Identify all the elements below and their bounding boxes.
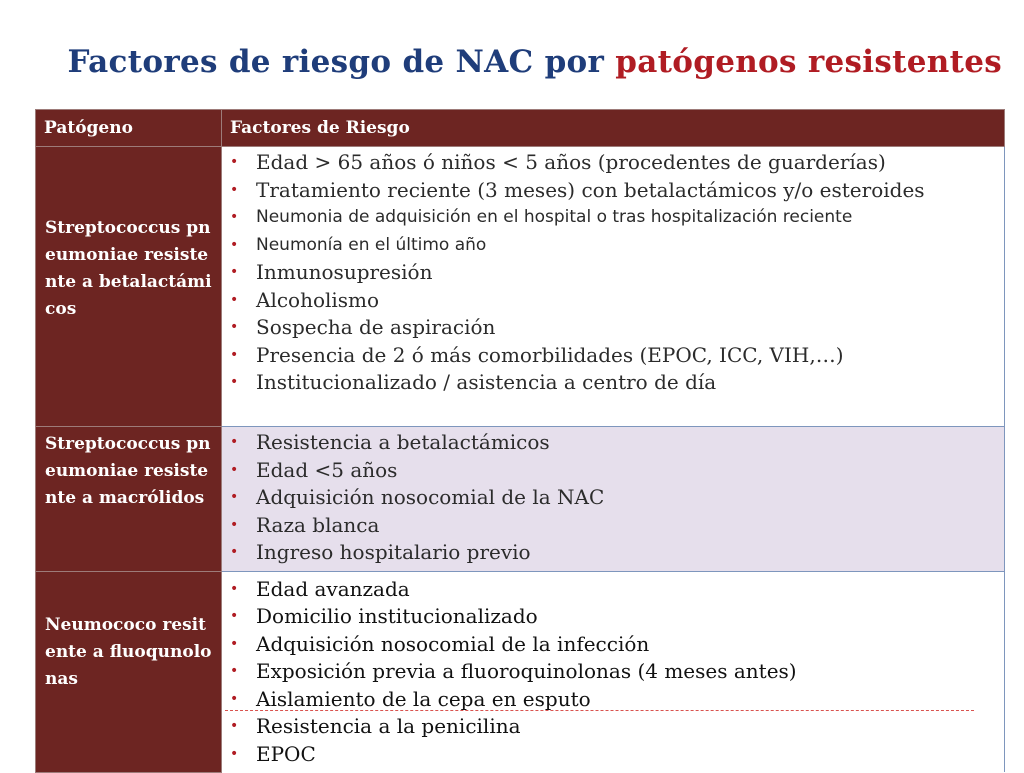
pathogen-name: Neumococo resitente a fluoqunolonas xyxy=(45,614,212,689)
list-item: • Ingreso hospitalario previo xyxy=(228,539,1004,567)
factors-cell xyxy=(222,571,1005,772)
table-row xyxy=(36,427,1005,572)
bullet-icon: • xyxy=(230,718,239,734)
table-row xyxy=(36,147,1005,427)
list-item: • Domicilio institucionalizado xyxy=(228,603,1004,631)
dashed-divider xyxy=(225,710,974,711)
list-item: • Inmunosupresión xyxy=(228,259,1004,287)
list-item: • Edad <5 años xyxy=(228,457,1004,485)
bullet-icon: • xyxy=(230,516,239,533)
pathogen-cell xyxy=(36,147,222,427)
bullet-icon: • xyxy=(230,580,239,597)
bullet-icon: • xyxy=(230,663,239,679)
header-pathogen: Patógeno xyxy=(36,110,222,147)
bullet-icon: • xyxy=(230,154,239,170)
pathogen-cell xyxy=(36,571,222,772)
bullet-icon: • xyxy=(230,236,239,253)
list-item: • Edad > 65 años ó niños < 5 años (procedentes de guarderías) xyxy=(228,149,1004,177)
risk-factors-table xyxy=(35,109,1005,773)
pathogen-name: Streptococcus pneumoniae resistente a betalactámicos xyxy=(45,218,212,319)
list-item: • Adquisición nosocomial de la NAC xyxy=(228,484,1004,512)
bullet-icon: • xyxy=(230,745,239,762)
bullet-icon: • xyxy=(230,374,239,390)
table-header-row xyxy=(36,110,1005,147)
list-item: • Sospecha de aspiración xyxy=(228,314,1004,342)
list-item: • Resistencia a la penicilina xyxy=(228,713,1004,741)
list-item: • Tratamiento reciente (3 meses) con betalactámicos y/o esteroides xyxy=(228,177,1004,205)
bullet-icon: • xyxy=(230,608,239,624)
bullet-icon: • xyxy=(230,181,239,198)
list-item: • Resistencia a betalactámicos xyxy=(228,429,1004,457)
title-part-2: patógenos resistentes xyxy=(615,44,1002,80)
list-item: • Institucionalizado / asistencia a centro de día xyxy=(228,369,1004,397)
factors-cell xyxy=(222,427,1005,572)
bullet-icon: • xyxy=(230,690,239,707)
bullet-icon: • xyxy=(230,291,239,308)
table-row xyxy=(36,571,1005,772)
list-item: • Aislamiento de la cepa en esputo xyxy=(228,686,1004,714)
factor-list xyxy=(222,576,1004,769)
header-risk-factors: Factores de Riesgo xyxy=(222,110,1005,147)
bullet-icon: • xyxy=(230,544,239,560)
factors-cell xyxy=(222,147,1005,427)
factor-list xyxy=(222,429,1004,567)
slide-title xyxy=(0,44,1024,80)
bullet-icon: • xyxy=(230,461,239,478)
bullet-icon: • xyxy=(230,264,239,280)
list-item: • EPOC xyxy=(228,741,1004,769)
list-item: • Alcoholismo xyxy=(228,287,1004,315)
bullet-icon: • xyxy=(230,319,239,335)
pathogen-cell xyxy=(36,427,222,572)
bullet-icon: • xyxy=(230,209,239,225)
pathogen-name: Streptococcus pneumoniae resistente a macrólidos xyxy=(45,434,211,508)
list-item: • Adquisición nosocomial de la infección xyxy=(228,631,1004,659)
bullet-icon: • xyxy=(230,434,239,450)
factor-list xyxy=(222,149,1004,397)
bullet-icon: • xyxy=(230,346,239,363)
list-item: • Neumonia de adquisición en el hospital o tras hospitalización reciente xyxy=(228,204,1004,232)
list-item: • Neumonía en el último año xyxy=(228,232,1004,260)
bullet-icon: • xyxy=(230,489,239,505)
list-item: • Raza blanca xyxy=(228,512,1004,540)
bullet-icon: • xyxy=(230,635,239,652)
list-item: • Edad avanzada xyxy=(228,576,1004,604)
list-item: • Presencia de 2 ó más comorbilidades (EPOC, ICC, VIH,…) xyxy=(228,342,1004,370)
list-item: • Exposición previa a fluoroquinolonas (4 meses antes) xyxy=(228,658,1004,686)
title-part-1: Factores de riesgo de NAC por xyxy=(67,44,616,80)
